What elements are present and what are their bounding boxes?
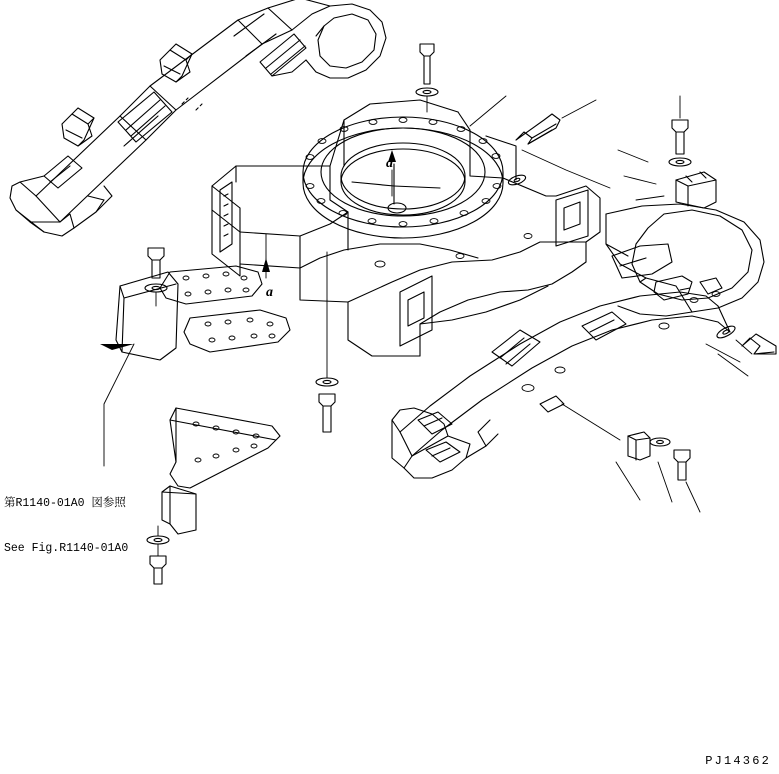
bolt-top-center	[420, 44, 434, 84]
left-track-frame	[10, 0, 386, 236]
bracket-plate	[162, 486, 196, 534]
arrow-heads	[100, 150, 396, 350]
leader-lines	[104, 96, 752, 556]
wear-strip	[170, 408, 280, 488]
cover-plate-lower	[184, 310, 290, 352]
washer-right-middle	[715, 324, 736, 340]
washer-far-right-top	[669, 158, 691, 166]
cover-plate-upper	[160, 266, 262, 304]
bolt-right-upper	[516, 114, 560, 144]
callout-a-top: a	[386, 156, 393, 171]
bolt-right-middle	[742, 334, 776, 354]
washer-bottom-left	[147, 536, 169, 544]
washer-top-center	[416, 88, 438, 96]
washer-center-lower	[316, 378, 338, 386]
reference-note	[4, 466, 128, 586]
revolving-frame	[212, 100, 600, 356]
washer-left-plates	[145, 284, 167, 292]
callout-a-left: a	[266, 285, 273, 300]
bolt-bottom-left	[150, 556, 166, 584]
reference-note-japanese: 第R1140-01A0 図参照	[4, 497, 126, 510]
swing-circle-bearing	[303, 117, 503, 238]
clamp-block-lower-right	[628, 432, 650, 460]
washer-lower-right	[650, 438, 670, 446]
bolt-lower-right	[674, 450, 690, 480]
clamp-block-right	[676, 172, 716, 208]
washer-right-upper	[507, 173, 527, 187]
reference-note-english: See Fig.R1140-01A0	[4, 542, 129, 555]
right-track-frame-upper	[606, 204, 764, 316]
figure-id: PJ14362	[705, 754, 771, 768]
bolt-far-right-top	[672, 120, 688, 154]
bolt-center-lower	[319, 394, 335, 432]
